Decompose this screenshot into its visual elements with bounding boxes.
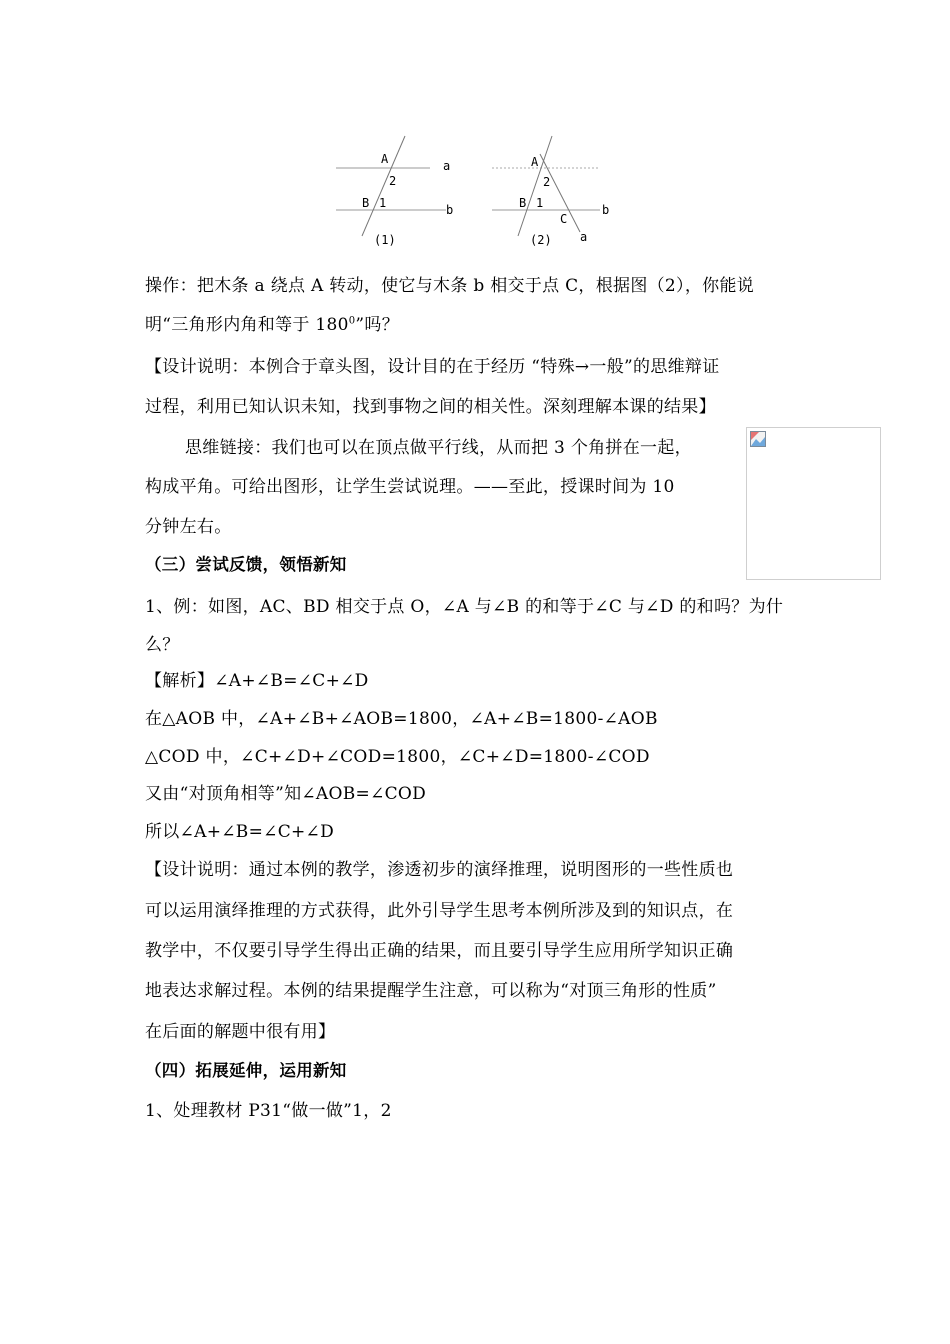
design-note-line: 【设计说明：通过本例的教学，渗透初步的演绎推理，说明图形的一些性质也: [145, 860, 734, 880]
fig2-label-2: 2: [543, 175, 551, 189]
paragraph-line: 操作：把木条 a 绕点 A 转动，使它与木条 b 相交于点 C，根据图（2），你能说: [145, 276, 755, 296]
fig2-caption: (2): [530, 233, 552, 247]
degree-superscript: 0: [348, 315, 356, 327]
fig2-label-b: b: [602, 203, 610, 217]
paragraph-line: 构成平角。可给出图形，让学生尝试说理。——至此，授课时间为 10: [145, 477, 675, 497]
fig1-label-B: B: [362, 196, 370, 210]
section-heading: （三）尝试反馈，领悟新知: [145, 555, 347, 574]
paragraph-line: 分钟左右。: [145, 517, 232, 537]
design-note-line: 可以运用演绎推理的方式获得，此外引导学生思考本例所涉及到的知识点，在: [145, 901, 734, 921]
design-note-line: 在后面的解题中很有用】: [145, 1022, 336, 1042]
parallel-lines-figure: [330, 128, 630, 252]
fig1-label-1: 1: [379, 196, 387, 210]
paragraph-line: 思维链接：我们也可以在顶点做平行线，从而把 3 个角拼在一起，: [185, 438, 692, 458]
fig1-label-2: 2: [389, 174, 397, 188]
transversal: [362, 136, 405, 236]
design-note-line: 过程，利用已知认识未知，找到事物之间的相关性。深刻理解本课的结果】: [145, 397, 716, 417]
paragraph-line: 么？: [145, 635, 180, 655]
text-run: 明“三角形内角和等于 180: [145, 315, 349, 335]
fig1-label-A: A: [381, 152, 389, 166]
paragraph-line: 【解析】∠A+∠B=∠C+∠D: [145, 671, 369, 691]
paragraph-line: △COD 中，∠C+∠D+∠COD=1800，∠C+∠D=1800-∠COD: [145, 747, 650, 767]
fig2-label-C: C: [560, 212, 568, 226]
design-note-line: 教学中，不仅要引导学生得出正确的结果，而且要引导学生应用所学知识正确: [145, 941, 734, 961]
design-note-line: 地表达求解过程。本例的结果提醒学生注意，可以称为“对顶三角形的性质”: [145, 981, 717, 1001]
fig2-label-B: B: [519, 196, 527, 210]
figure-1: [336, 136, 453, 247]
image-placeholder: [746, 427, 881, 580]
design-note-line: 【设计说明：本例合于章头图，设计目的在于经历 “特殊→一般”的思维辩证: [145, 357, 720, 377]
fig1-label-b: b: [446, 203, 454, 217]
section-heading: （四）拓展延伸，运用新知: [145, 1061, 347, 1080]
figure-2: [492, 136, 609, 247]
paragraph-line: 在△AOB 中，∠A+∠B+∠AOB=1800，∠A+∠B=1800-∠AOB: [145, 709, 658, 729]
paragraph-line: 又由“对顶角相等”知∠AOB=∠COD: [145, 784, 427, 804]
fig2-label-1: 1: [536, 196, 544, 210]
fig1-label-a: a: [443, 159, 451, 173]
paragraph-line: [145, 314, 399, 336]
text-run: ”吗？: [355, 315, 400, 335]
paragraph-line: 1、例：如图，AC、BD 相交于点 O，∠A 与∠B 的和等于∠C 与∠D 的和吗？为什: [145, 597, 784, 617]
broken-image-icon: [750, 431, 766, 447]
paragraph-line: 1、处理教材 P31“做一做”1，2: [145, 1101, 392, 1121]
fig1-caption: (1): [374, 233, 396, 247]
fig2-label-a: a: [580, 230, 588, 244]
fig2-label-A: A: [531, 155, 539, 169]
paragraph-line: 所以∠A+∠B=∠C+∠D: [145, 822, 335, 842]
